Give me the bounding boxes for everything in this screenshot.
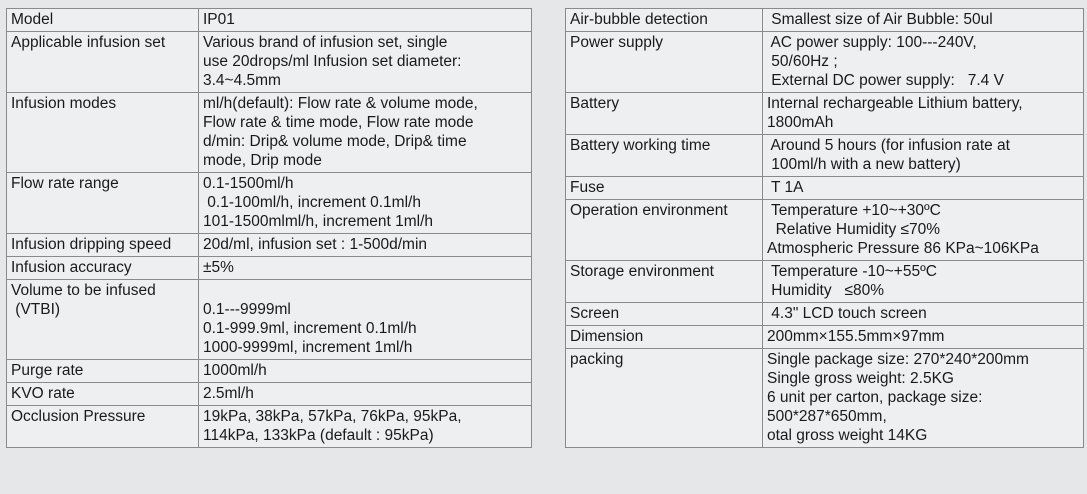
spec-label-line: Infusion modes	[11, 95, 117, 112]
spec-value-cell	[763, 32, 1084, 93]
spec-value-line: d/min: Drip& volume mode, Drip& time	[203, 133, 467, 150]
spec-label-cell	[566, 303, 763, 326]
spec-label-line: Occlusion Pressure	[11, 408, 146, 425]
spec-row	[7, 280, 532, 360]
spec-row	[566, 32, 1084, 93]
spec-label-cell	[566, 93, 763, 135]
spec-label-line: Battery	[570, 95, 620, 112]
spec-label-cell	[566, 177, 763, 200]
spec-value-cell	[763, 177, 1084, 200]
spec-value-line: Internal rechargeable Lithium battery,	[767, 95, 1023, 112]
spec-value-line: IP01	[203, 11, 235, 28]
spec-label-cell	[566, 135, 763, 177]
spec-value-line: 1800mAh	[767, 114, 834, 131]
spec-value-line: Atmospheric Pressure 86 KPa~106KPa	[767, 240, 1039, 257]
spec-value-line: AC power supply: 100---240V,	[767, 34, 977, 51]
spec-value-line: 1000ml/h	[203, 362, 267, 379]
spec-value-line: otal gross weight 14KG	[767, 427, 928, 444]
spec-value-cell	[199, 173, 532, 234]
spec-value-cell	[763, 200, 1084, 261]
spec-label-cell	[7, 32, 199, 93]
spec-label-line: Infusion dripping speed	[11, 236, 172, 253]
spec-label-line: Air-bubble detection	[570, 11, 708, 28]
spec-label-cell	[566, 9, 763, 32]
spec-label-line: Applicable infusion set	[11, 34, 166, 51]
spec-row	[566, 326, 1084, 349]
spec-value-line: Single gross weight: 2.5KG	[767, 370, 954, 387]
spec-value-cell	[763, 9, 1084, 32]
spec-label-line: KVO rate	[11, 385, 75, 402]
spec-label-cell	[7, 93, 199, 173]
spec-value-line: 200mm×155.5mm×97mm	[767, 328, 945, 345]
spec-value-line: 100ml/h with a new battery)	[767, 156, 961, 173]
spec-row	[7, 257, 532, 280]
spec-value-cell	[199, 9, 532, 32]
spec-label-cell	[566, 261, 763, 303]
spec-label-cell	[7, 360, 199, 383]
spec-value-line: Various brand of infusion set, single	[203, 34, 448, 51]
spec-row	[7, 406, 532, 448]
spec-value-line: 0.1-1500ml/h	[203, 175, 294, 192]
spec-label-line: Model	[11, 11, 54, 28]
spec-value-cell	[199, 257, 532, 280]
spec-label-line: Flow rate range	[11, 175, 119, 192]
spec-row	[7, 360, 532, 383]
spec-value-line: 19kPa, 38kPa, 57kPa, 76kPa, 95kPa,	[203, 408, 462, 425]
spec-value-line: 3.4~4.5mm	[203, 72, 281, 89]
spec-label-cell	[7, 280, 199, 360]
spec-value-line: mode, Drip mode	[203, 152, 322, 169]
spec-label-cell	[566, 32, 763, 93]
spec-row	[566, 93, 1084, 135]
spec-value-cell	[199, 280, 532, 360]
spec-row	[566, 261, 1084, 303]
spec-label-cell	[566, 326, 763, 349]
spec-label-cell	[7, 406, 199, 448]
spec-value-line: ml/h(default): Flow rate & volume mode,	[203, 95, 478, 112]
spec-value-cell	[199, 406, 532, 448]
spec-label-cell	[7, 383, 199, 406]
spec-label-cell	[566, 349, 763, 448]
spec-label-cell	[566, 200, 763, 261]
spec-value-line: Around 5 hours (for infusion rate at	[767, 137, 1010, 154]
spec-row	[566, 177, 1084, 200]
spec-value-cell	[763, 93, 1084, 135]
spec-value-line: use 20drops/ml Infusion set diameter:	[203, 53, 462, 70]
spec-value-line	[203, 281, 527, 300]
spec-label-line: Fuse	[570, 179, 605, 196]
spec-value-line: Temperature +10~+30ºC	[767, 202, 941, 219]
spec-value-cell	[763, 261, 1084, 303]
spec-value-line: 0.1---9999ml	[203, 301, 291, 318]
spec-value-line: Flow rate & time mode, Flow rate mode	[203, 114, 474, 131]
spec-row	[566, 349, 1084, 448]
spec-row	[566, 135, 1084, 177]
spec-label-cell	[7, 234, 199, 257]
spec-row	[7, 383, 532, 406]
spec-value-line: 50/60Hz ;	[767, 53, 838, 70]
spec-value-cell	[199, 360, 532, 383]
spec-row	[7, 234, 532, 257]
spec-row	[7, 93, 532, 173]
spec-value-cell	[199, 383, 532, 406]
spec-row	[566, 200, 1084, 261]
spec-value-line: External DC power supply: 7.4 V	[767, 72, 1004, 89]
spec-value-line: 20d/ml, infusion set : 1-500d/min	[203, 236, 428, 253]
spec-label-line: (VTBI)	[11, 301, 61, 318]
spec-value-cell	[763, 135, 1084, 177]
spec-label-cell	[7, 9, 199, 32]
spec-value-line: Relative Humidity ≤70%	[767, 221, 941, 238]
spec-label-line: Dimension	[570, 328, 644, 345]
spec-label-cell	[7, 257, 199, 280]
spec-value-line: ±5%	[203, 259, 234, 276]
spec-label-line: Screen	[570, 305, 620, 322]
spec-value-cell	[199, 32, 532, 93]
spec-label-cell	[7, 173, 199, 234]
spec-value-line: 114kPa, 133kPa (default : 95kPa)	[203, 427, 434, 444]
spec-value-line: 4.3" LCD touch screen	[767, 305, 927, 322]
spec-label-line: Power supply	[570, 34, 664, 51]
spec-value-line: T 1A	[767, 179, 804, 196]
spec-table-right	[565, 8, 1084, 448]
spec-row	[7, 32, 532, 93]
spec-value-line: Single package size: 270*240*200mm	[767, 351, 1029, 368]
spec-row	[7, 173, 532, 234]
spec-label-line: Storage environment	[570, 263, 714, 280]
spec-value-line: 101-1500mlml/h, increment 1ml/h	[203, 213, 434, 230]
spec-value-cell	[199, 234, 532, 257]
spec-value-cell	[763, 349, 1084, 448]
spec-label-line: packing	[570, 351, 624, 368]
spec-value-line: Temperature -10~+55ºC	[767, 263, 937, 280]
spec-label-line: Volume to be infused	[11, 282, 156, 299]
spec-label-line: Infusion accuracy	[11, 259, 132, 276]
spec-value-line: 500*287*650mm,	[767, 408, 887, 425]
spec-row	[566, 9, 1084, 32]
spec-value-line: Smallest size of Air Bubble: 50ul	[767, 11, 993, 28]
spec-value-cell	[763, 303, 1084, 326]
spec-value-line: 6 unit per carton, package size:	[767, 389, 983, 406]
spec-value-cell	[763, 326, 1084, 349]
spec-value-line: Humidity ≤80%	[767, 282, 885, 299]
spec-value-line: 0.1-100ml/h, increment 0.1ml/h	[203, 194, 421, 211]
spec-table-left	[6, 8, 532, 448]
spec-value-line: 0.1-999.9ml, increment 0.1ml/h	[203, 320, 417, 337]
spec-label-line: Operation environment	[570, 202, 728, 219]
spec-value-cell	[199, 93, 532, 173]
spec-row	[7, 9, 532, 32]
spec-label-line: Battery working time	[570, 137, 711, 154]
spec-value-line: 1000-9999ml, increment 1ml/h	[203, 339, 413, 356]
spec-label-line: Purge rate	[11, 362, 84, 379]
spec-value-line: 2.5ml/h	[203, 385, 254, 402]
spec-row	[566, 303, 1084, 326]
